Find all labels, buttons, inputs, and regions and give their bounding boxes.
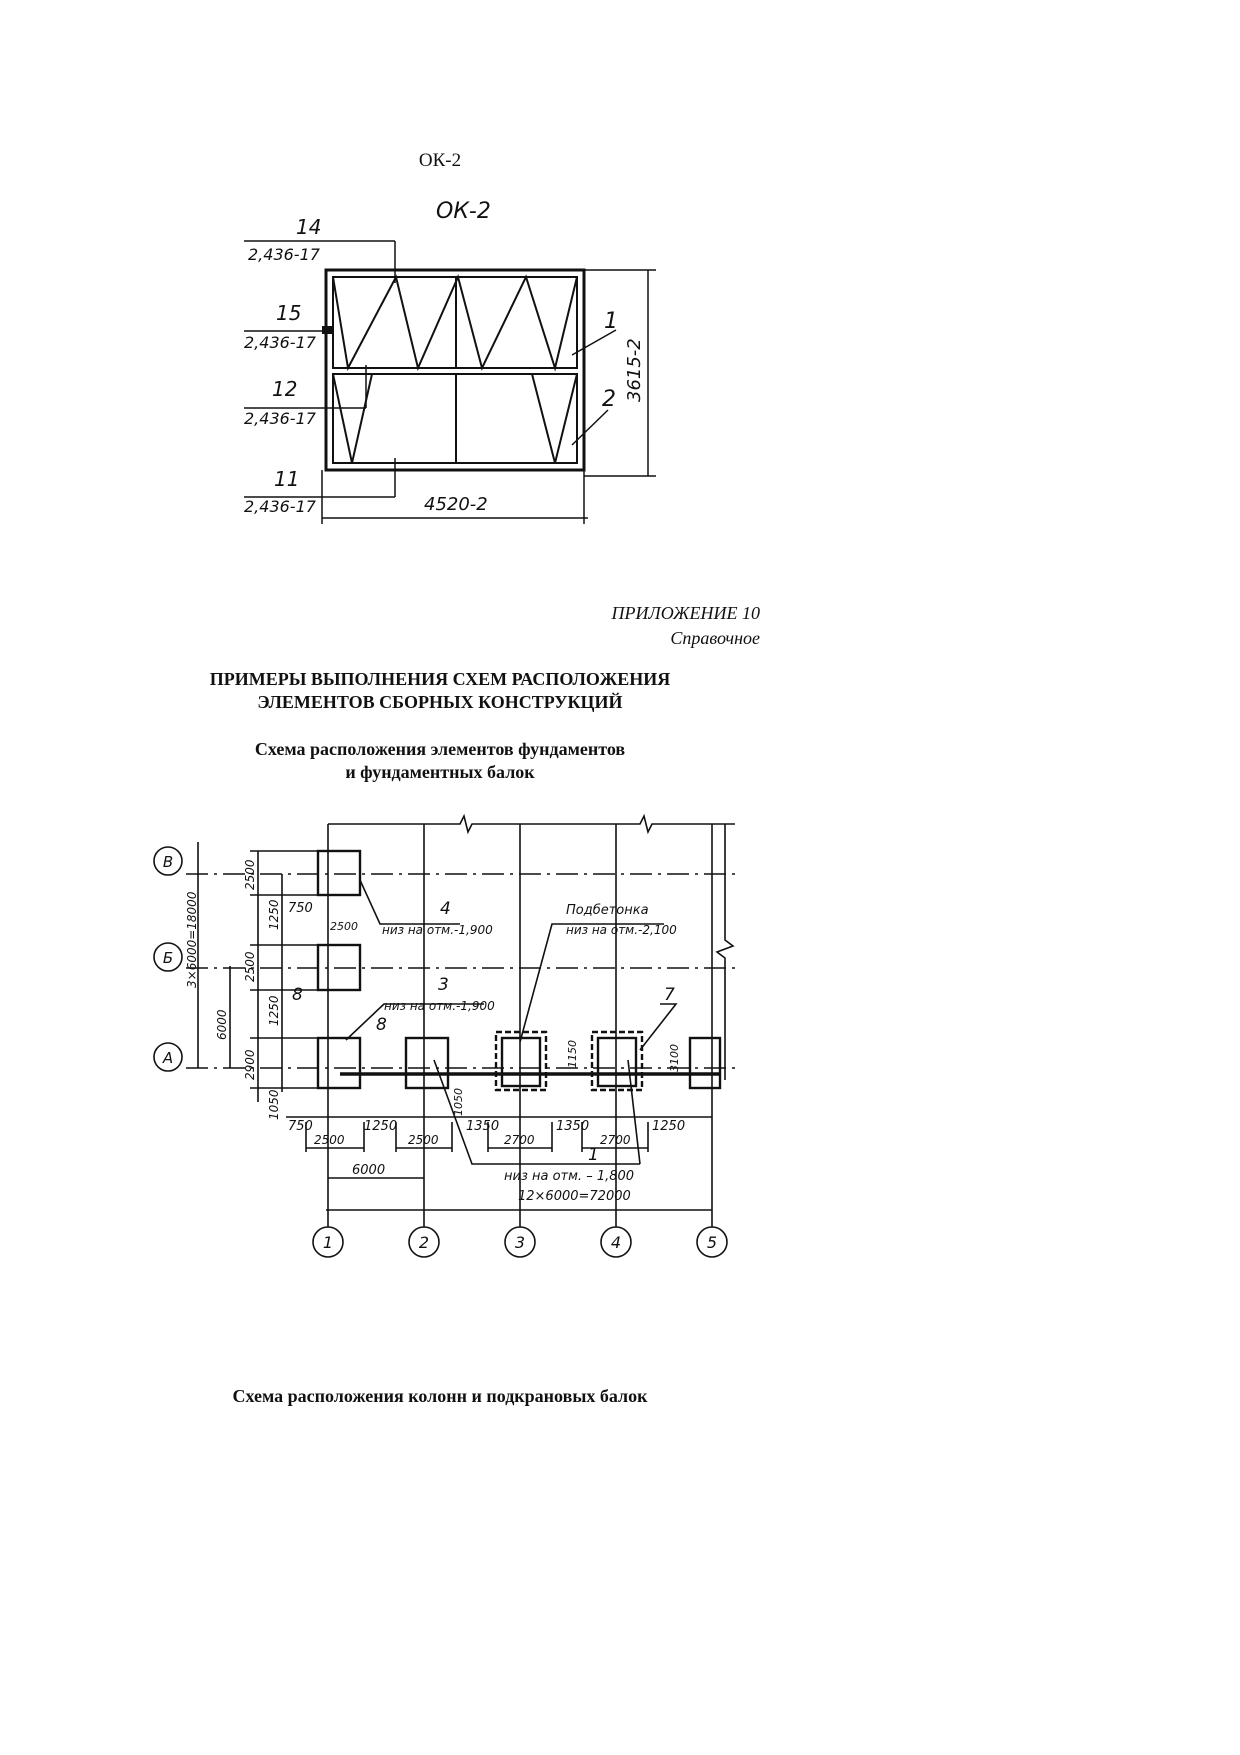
dim-1250-b2: 1250 bbox=[652, 1119, 686, 1134]
callout-2: 2 bbox=[602, 387, 616, 412]
note-podbetonka: Подбетонка bbox=[566, 903, 649, 918]
drawing1-title: ОК-2 bbox=[436, 199, 491, 224]
label-11-ref: 2,436-17 bbox=[244, 497, 316, 516]
caption-ok2: ОК-2 bbox=[418, 150, 462, 171]
dim-horiz-total: 12×6000=72000 bbox=[518, 1189, 631, 1204]
dim-1050-v: 1050 bbox=[267, 1089, 281, 1120]
dim-1050-mid: 1050 bbox=[452, 1088, 465, 1116]
dim-2500-v1: 2500 bbox=[243, 859, 257, 890]
axis-col-1: 1 bbox=[322, 1233, 334, 1252]
note-low-1900-a: низ на отм.-1,900 bbox=[382, 923, 493, 937]
axis-col-4: 4 bbox=[610, 1233, 622, 1252]
dim-2700-b2: 2700 bbox=[600, 1133, 631, 1147]
dim-2500-b1: 2500 bbox=[314, 1133, 345, 1147]
callout-1: 1 bbox=[604, 309, 618, 334]
dim-2500-v2: 2500 bbox=[243, 951, 257, 982]
label-14-ref: 2,436-17 bbox=[248, 245, 320, 264]
dim-2500-top: 2500 bbox=[330, 920, 358, 933]
label-15-ref: 2,436-17 bbox=[244, 333, 316, 352]
dim-750-bottom: 750 bbox=[288, 1119, 313, 1134]
label-12-num: 12 bbox=[272, 377, 298, 401]
dim-1350-b2: 1350 bbox=[556, 1119, 590, 1134]
note-1: 1 bbox=[588, 1145, 599, 1165]
dim-1250-v1: 1250 bbox=[267, 899, 281, 930]
dim-2700-b1: 2700 bbox=[504, 1133, 535, 1147]
note-8-b: 8 bbox=[376, 1015, 387, 1035]
appendix-label: ПРИЛОЖЕНИЕ 10 bbox=[611, 603, 760, 623]
section2-title: Схема расположения колонн и подкрановых балок bbox=[232, 1386, 648, 1406]
section1-title-line2: и фундаментных балок bbox=[345, 762, 535, 782]
section1-title-line1: Схема расположения элементов фундаментов bbox=[254, 739, 626, 759]
note-3: 3 bbox=[438, 975, 449, 995]
dim-750-top: 750 bbox=[288, 901, 313, 916]
axis-row-b: Б bbox=[162, 949, 174, 967]
dim-1150: 1150 bbox=[566, 1040, 579, 1068]
dim-1350: 1350 bbox=[466, 1119, 500, 1134]
note-low-1900-b: низ на отм.-1,900 bbox=[384, 999, 495, 1013]
label-12-ref: 2,436-17 bbox=[244, 409, 316, 428]
axis-row-v: В bbox=[162, 853, 174, 871]
dim-2500-b2: 2500 bbox=[408, 1133, 439, 1147]
main-title-line2: ЭЛЕМЕНТОВ СБОРНЫХ КОНСТРУКЦИЙ bbox=[257, 692, 623, 712]
dim-1250-v2: 1250 bbox=[267, 995, 281, 1026]
dim-height: 3615-2 bbox=[624, 338, 645, 402]
dim-3100: 3100 bbox=[668, 1044, 681, 1072]
label-14-num: 14 bbox=[296, 215, 322, 239]
note-8-a: 8 bbox=[292, 985, 303, 1005]
axis-col-5: 5 bbox=[706, 1233, 718, 1252]
dim-vert-total: 3×6000=18000 bbox=[185, 891, 199, 988]
axis-col-2: 2 bbox=[418, 1233, 430, 1252]
axis-row-a: А bbox=[162, 1049, 174, 1067]
label-15-num: 15 bbox=[276, 301, 302, 325]
dim-1250-b1: 1250 bbox=[364, 1119, 398, 1134]
dim-2900: 2900 bbox=[243, 1049, 257, 1080]
label-11-num: 11 bbox=[274, 467, 300, 491]
main-title-line1: ПРИМЕРЫ ВЫПОЛНЕНИЯ СХЕМ РАСПОЛОЖЕНИЯ bbox=[209, 669, 671, 689]
note-low-2100: низ на отм.-2,100 bbox=[566, 923, 677, 937]
axis-col-3: 3 bbox=[514, 1233, 526, 1252]
note-4: 4 bbox=[440, 899, 451, 919]
dim-width: 4520-2 bbox=[424, 494, 488, 515]
note-low-1800: низ на отм. – 1,800 bbox=[504, 1169, 635, 1184]
appendix-type: Справочное bbox=[670, 628, 760, 648]
dim-6000-horiz: 6000 bbox=[352, 1163, 386, 1178]
note-7: 7 bbox=[664, 985, 675, 1005]
dim-6000-vert: 6000 bbox=[215, 1009, 229, 1040]
